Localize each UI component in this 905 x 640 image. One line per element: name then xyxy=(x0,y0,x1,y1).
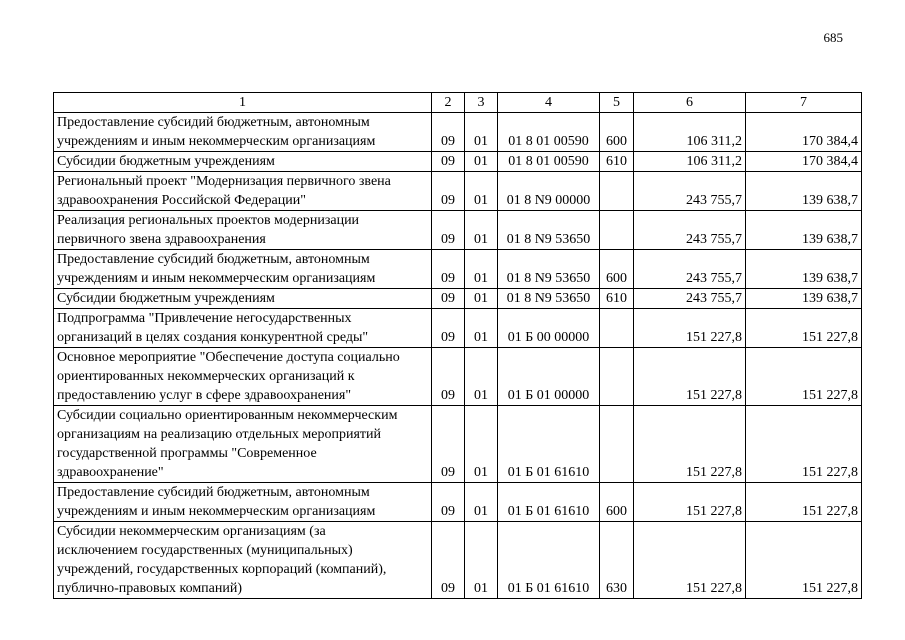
row-section-cell: 09 xyxy=(432,309,465,348)
header-col-5: 5 xyxy=(600,93,634,113)
row-amount-2-cell: 151 227,8 xyxy=(746,309,862,348)
table-row xyxy=(54,522,862,599)
row-section-cell: 09 xyxy=(432,522,465,599)
row-amount-1-cell: 151 227,8 xyxy=(634,522,746,599)
row-amount-2-cell: 139 638,7 xyxy=(746,289,862,309)
row-expense-type-cell: 610 xyxy=(600,289,634,309)
row-amount-1-cell: 243 755,7 xyxy=(634,289,746,309)
row-target-code-cell: 01 Б 01 61610 xyxy=(498,522,600,599)
row-target-code-cell: 01 8 N9 00000 xyxy=(498,172,600,211)
row-subsection-cell: 01 xyxy=(465,348,498,406)
row-amount-2-cell: 170 384,4 xyxy=(746,113,862,152)
row-expense-type-cell: 600 xyxy=(600,113,634,152)
row-target-code-cell: 01 Б 01 61610 xyxy=(498,483,600,522)
header-col-3: 3 xyxy=(465,93,498,113)
row-amount-1-cell: 243 755,7 xyxy=(634,250,746,289)
row-expense-type-cell xyxy=(600,172,634,211)
row-target-code-cell: 01 8 N9 53650 xyxy=(498,250,600,289)
row-subsection-cell: 01 xyxy=(465,172,498,211)
row-name-cell: Субсидии бюджетным учреждениям xyxy=(54,289,432,309)
row-amount-2-cell: 139 638,7 xyxy=(746,211,862,250)
row-subsection-cell: 01 xyxy=(465,250,498,289)
row-subsection-cell: 01 xyxy=(465,309,498,348)
row-target-code-cell: 01 8 N9 53650 xyxy=(498,289,600,309)
row-amount-1-cell: 151 227,8 xyxy=(634,483,746,522)
row-section-cell: 09 xyxy=(432,172,465,211)
row-subsection-cell: 01 xyxy=(465,152,498,172)
row-section-cell: 09 xyxy=(432,113,465,152)
row-amount-2-cell: 151 227,8 xyxy=(746,406,862,483)
row-amount-1-cell: 151 227,8 xyxy=(634,348,746,406)
row-subsection-cell: 01 xyxy=(465,522,498,599)
table-row xyxy=(54,211,862,250)
table-header xyxy=(54,93,862,113)
table-row xyxy=(54,309,862,348)
row-target-code-cell: 01 8 N9 53650 xyxy=(498,211,600,250)
row-subsection-cell: 01 xyxy=(465,211,498,250)
table-row xyxy=(54,172,862,211)
row-target-code-cell: 01 8 01 00590 xyxy=(498,152,600,172)
table-body xyxy=(54,113,862,599)
table-row xyxy=(54,250,862,289)
row-target-code-cell: 01 Б 00 00000 xyxy=(498,309,600,348)
row-subsection-cell: 01 xyxy=(465,406,498,483)
row-section-cell: 09 xyxy=(432,483,465,522)
row-name-cell: Реализация региональных проектов модернизации первичного звена здравоохранения xyxy=(54,211,432,250)
table-row xyxy=(54,289,862,309)
row-name-cell: Предоставление субсидий бюджетным, автономным учреждениям и иным некоммерческим организациям xyxy=(54,250,432,289)
row-section-cell: 09 xyxy=(432,348,465,406)
header-row xyxy=(54,93,862,113)
row-subsection-cell: 01 xyxy=(465,483,498,522)
row-expense-type-cell: 630 xyxy=(600,522,634,599)
page-number: 685 xyxy=(823,30,843,45)
row-expense-type-cell: 600 xyxy=(600,250,634,289)
row-amount-2-cell: 151 227,8 xyxy=(746,522,862,599)
table-row xyxy=(54,483,862,522)
row-expense-type-cell xyxy=(600,211,634,250)
row-section-cell: 09 xyxy=(432,250,465,289)
row-name-cell: Подпрограмма "Привлечение негосударственных организаций в целях создания конкурентной среды" xyxy=(54,309,432,348)
row-name-cell: Основное мероприятие "Обеспечение доступа социально ориентированных некоммерческих организаций к предоставлению услуг в сфере здравоохранения" xyxy=(54,348,432,406)
row-name-cell: Субсидии некоммерческим организациям (за исключением государственных (муниципальных) учреждений, государственных корпораций (компаний), публично-правовых компаний) xyxy=(54,522,432,599)
row-name-cell: Субсидии бюджетным учреждениям xyxy=(54,152,432,172)
header-col-1: 1 xyxy=(54,93,432,113)
table-row xyxy=(54,113,862,152)
row-subsection-cell: 01 xyxy=(465,113,498,152)
row-expense-type-cell: 610 xyxy=(600,152,634,172)
row-amount-2-cell: 151 227,8 xyxy=(746,348,862,406)
row-expense-type-cell: 600 xyxy=(600,483,634,522)
row-section-cell: 09 xyxy=(432,211,465,250)
row-section-cell: 09 xyxy=(432,152,465,172)
row-amount-1-cell: 106 311,2 xyxy=(634,152,746,172)
row-expense-type-cell xyxy=(600,406,634,483)
row-amount-1-cell: 151 227,8 xyxy=(634,309,746,348)
header-col-4: 4 xyxy=(498,93,600,113)
row-name-cell: Предоставление субсидий бюджетным, автономным учреждениям и иным некоммерческим организациям xyxy=(54,483,432,522)
row-amount-1-cell: 106 311,2 xyxy=(634,113,746,152)
row-amount-2-cell: 170 384,4 xyxy=(746,152,862,172)
row-expense-type-cell xyxy=(600,309,634,348)
row-amount-1-cell: 151 227,8 xyxy=(634,406,746,483)
row-section-cell: 09 xyxy=(432,289,465,309)
row-amount-1-cell: 243 755,7 xyxy=(634,211,746,250)
row-amount-2-cell: 139 638,7 xyxy=(746,172,862,211)
row-subsection-cell: 01 xyxy=(465,289,498,309)
row-expense-type-cell xyxy=(600,348,634,406)
table-row xyxy=(54,406,862,483)
row-amount-2-cell: 151 227,8 xyxy=(746,483,862,522)
table-row xyxy=(54,348,862,406)
table-row xyxy=(54,152,862,172)
row-section-cell: 09 xyxy=(432,406,465,483)
budget-table xyxy=(53,92,862,599)
row-amount-1-cell: 243 755,7 xyxy=(634,172,746,211)
row-target-code-cell: 01 Б 01 61610 xyxy=(498,406,600,483)
row-name-cell: Предоставление субсидий бюджетным, автономным учреждениям и иным некоммерческим организациям xyxy=(54,113,432,152)
row-target-code-cell: 01 8 01 00590 xyxy=(498,113,600,152)
row-amount-2-cell: 139 638,7 xyxy=(746,250,862,289)
row-name-cell: Региональный проект "Модернизация первичного звена здравоохранения Российской Федерации" xyxy=(54,172,432,211)
row-target-code-cell: 01 Б 01 00000 xyxy=(498,348,600,406)
header-col-7: 7 xyxy=(746,93,862,113)
header-col-2: 2 xyxy=(432,93,465,113)
row-name-cell: Субсидии социально ориентированным некоммерческим организациям на реализацию отдельных мероприятий государственной программы "Современное здравоохранение" xyxy=(54,406,432,483)
header-col-6: 6 xyxy=(634,93,746,113)
